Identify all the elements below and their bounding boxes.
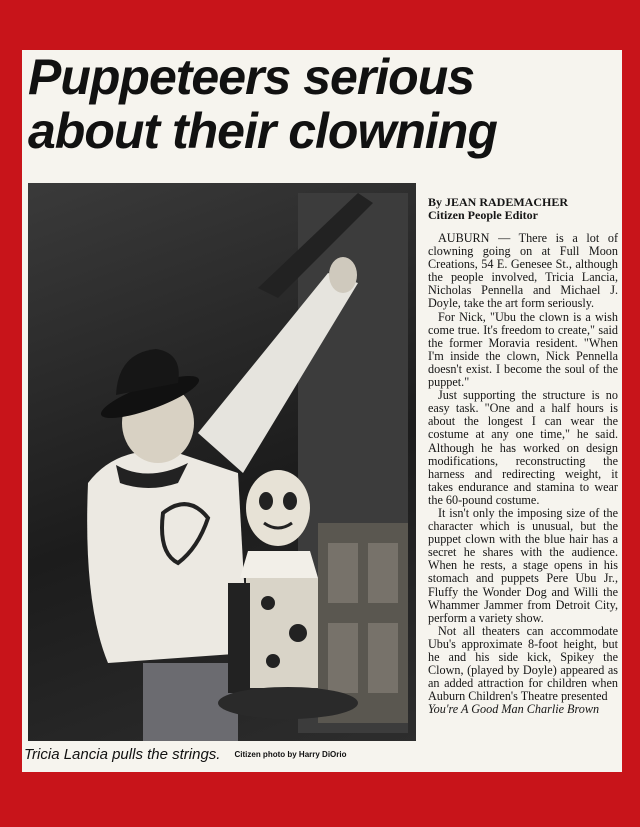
article-paragraph: It isn't only the imposing size of the character which is unusual, but the puppet clown with the blue hair has a secret he shares with the audience. When he rests, a stage opens in his stomach and puppets Pere Ubu Jr., Fluffy the Wonder Dog and Willi the Whammer Jammer from Detroit City, perform a variety show. — [428, 505, 618, 625]
byline-title: Citizen People Editor — [428, 208, 538, 222]
byline-author: By JEAN RADEMACHER — [428, 195, 569, 209]
article-last-line: You're A Good Man Charlie Brown — [428, 702, 600, 717]
photo-credit: Citizen photo by Harry DiOrio — [234, 749, 347, 759]
article-paragraph: Not all theaters can accommodate Ubu's approximate 8-foot height, but he and his side kick, Spikey the Clown, (played by Doyle) appeared as an added attraction for children when Auburn Children's Theatre presented — [428, 623, 618, 704]
article-body — [428, 196, 618, 716]
caption-text: Tricia Lancia pulls the strings. — [24, 745, 221, 763]
headline-line-2: about their clowning — [28, 103, 497, 159]
article-paragraph: For Nick, "Ubu the clown is a wish come true. It's freedom to create," said the former Moravia resident. "When I'm inside the clown, Nick Pennella doesn't exist. I become the soul of the puppet." — [428, 309, 618, 390]
article-paragraph: Just supporting the structure is no easy task. "One and a half hours is about the longest I can wear the costume at any one time," he said. Although he has worked on design modifications, reconstructing the harness and redirecting weight, it takes endurance and stamina to wear the 60-pound costume. — [428, 388, 618, 507]
article-paragraph: AUBURN — There is a lot of clowning going on at Full Moon Creations, 54 E. Genesee St., although the people involved, Tricia Lancia, Nicholas Pennella and Michael J. Doyle, take the art form seriously. — [428, 231, 618, 311]
photo-illustration — [28, 183, 416, 741]
headline-line-1: Puppeteers serious — [28, 49, 475, 105]
headline — [28, 50, 618, 158]
newspaper-clipping — [22, 50, 622, 772]
photo-caption — [24, 742, 412, 766]
photo — [28, 183, 416, 741]
